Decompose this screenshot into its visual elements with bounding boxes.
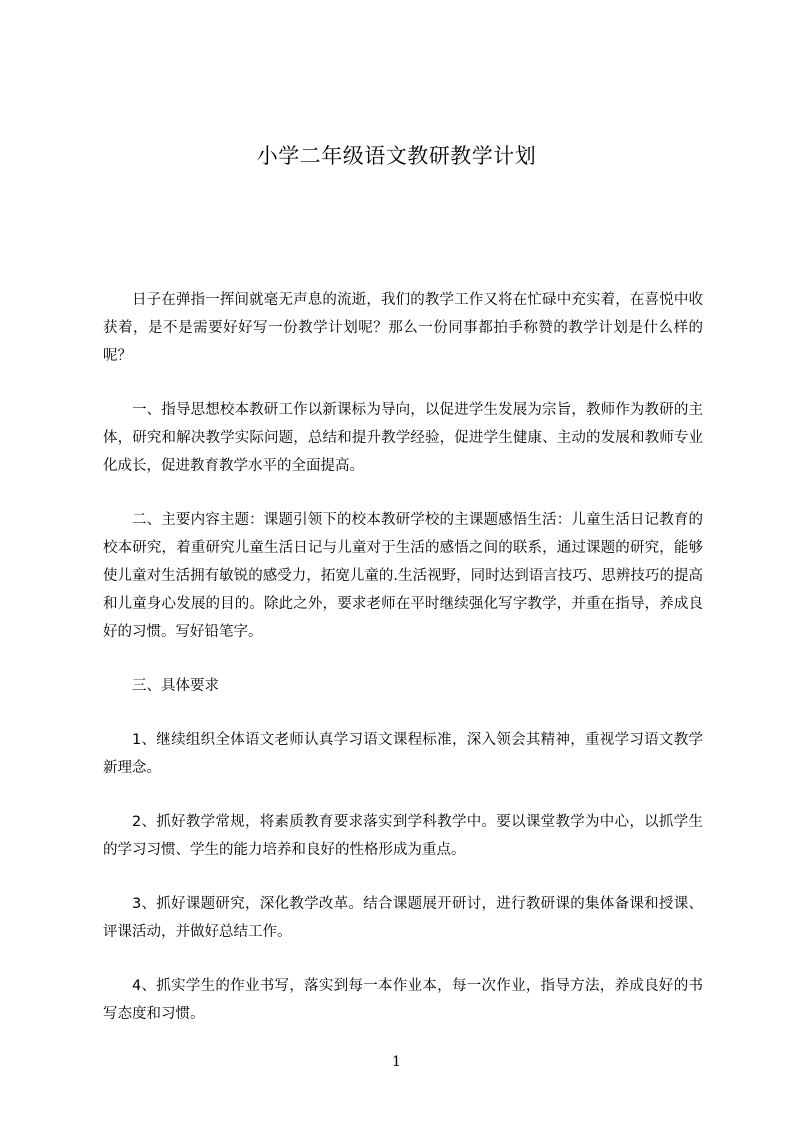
main-content-paragraph: 二、主要内容主题：课题引领下的校本教研学校的主课题感悟生活：儿童生活日记教育的校本研究，着重研究儿童生活日记与儿童对于生活的感悟之间的联系，通过课题的研究，能够使儿童对生活拥有敏锐的感受力，拓宽儿童的.生活视野，同时达到语言技巧、思辨技巧的提高和儿童身心发展的目的。除此之外，要求老师在平时继续强化写字教学，并重在指导，养成良好的习惯。写好铅笔字。 <box>103 512 703 640</box>
guiding-ideology-paragraph: 一、指导思想校本教研工作以新课标为导向，以促进学生发展为宗旨，教师作为教研的主体，研究和解决教学实际问题，总结和提升教学经验，促进学生健康、主动的发展和教师专业化成长，促进教育教学水平的全面提高。 <box>103 402 703 474</box>
intro-paragraph: 日子在弹指一挥间就毫无声息的流逝，我们的教学工作又将在忙碌中充实着，在喜悦中收获着，是不是需要好好写一份教学计划呢？那么一份同事都拍手称赞的教学计划是什么样的呢？ <box>103 292 703 364</box>
specific-requirements-heading: 三、具体要求 <box>132 678 219 694</box>
requirement-item-4: 4、抓实学生的作业书写，落实到每一本作业本，每一次作业，指导方法，养成良好的书写态度和习惯。 <box>103 978 703 1022</box>
document-body <box>103 286 703 1054</box>
document-title: 小学二年级语文教研教学计划 <box>256 144 537 168</box>
requirement-item-2: 2、抓好教学常规，将素质教育要求落实到学科教学中。要以课堂教学为中心，以抓学生的学习习惯、学生的能力培养和良好的性格形成为重点。 <box>103 814 703 858</box>
requirement-item-1: 1、继续组织全体语文老师认真学习语文课程标准，深入领会其精神，重视学习语文教学新理念。 <box>103 732 703 776</box>
requirement-item-3: 3、抓好课题研究，深化教学改革。结合课题展开研讨，进行教研课的集体备课和授课、评课活动，并做好总结工作。 <box>103 896 703 940</box>
page-number: 1 <box>392 1054 401 1070</box>
